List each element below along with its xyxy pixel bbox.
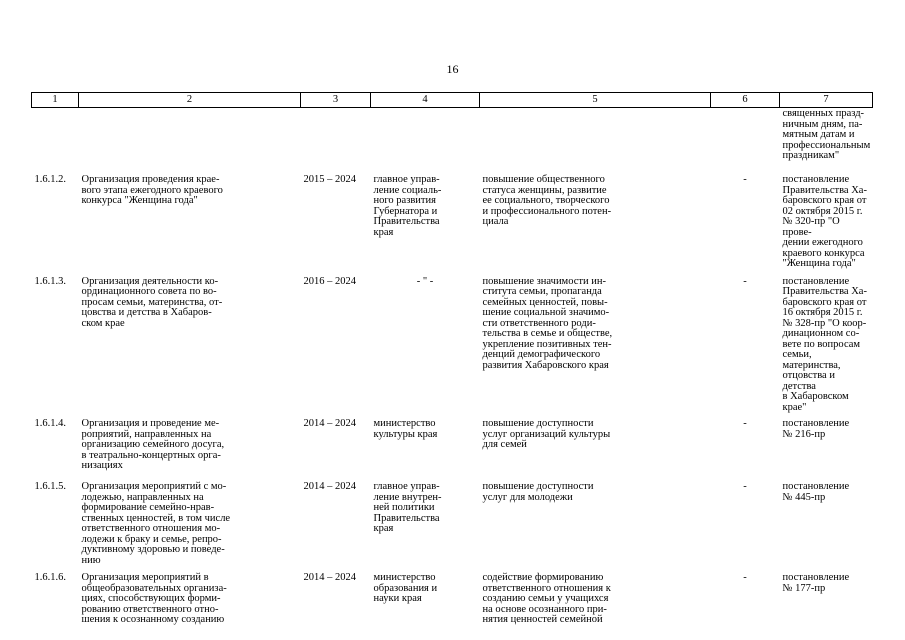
cell-col6: - bbox=[743, 418, 747, 429]
table-row-continuation bbox=[32, 108, 873, 170]
cell-period: 2014 – 2024 bbox=[303, 572, 356, 583]
cell-executor: - " - bbox=[416, 275, 434, 287]
cell-executor: министерство образования и науки края bbox=[373, 572, 438, 604]
cell-result: повышение доступности услуг организаций культуры для семей bbox=[482, 418, 611, 450]
cell-name: Организация мероприятий с мо- лодежью, направленных на формирование семейно-нрав- ственных ценностей, в том числе ответственного отношения мо- лодежи к браку и семье, репро- дуктивному здоровью и поведе- нию bbox=[81, 481, 231, 566]
cell-name: Организация мероприятий в общеобразовательных организа- циях, способствующих форми- рованию ответственного отно- шения к осознанному созданию bbox=[81, 572, 227, 625]
table-row bbox=[32, 270, 873, 414]
cell-empty bbox=[32, 108, 79, 170]
cell-act: постановление Правительства Ха- баровского края от 16 октября 2015 г. № 328-пр "О коор- динационном со- вете по вопросам семьи, материнства, отцовства и детства в Хабаровском крае" bbox=[782, 275, 867, 413]
cell-result: повышение общественного статуса женщины, развитие ее социального, творческого и профессионального потен- циала bbox=[482, 174, 612, 227]
cell-col6: - bbox=[743, 481, 747, 492]
program-table bbox=[31, 92, 873, 633]
cell-result: повышение значимости ин- ститута семьи, пропаганда семейных ценностей, повы- шение социальной значимо- сти ответственного роди- тельства в семье и обществе, укрепление позитивных тен- денций демографического развития Хабаровского края bbox=[482, 275, 613, 371]
table-row bbox=[32, 413, 873, 475]
cell-name: Организация деятельности ко- ординационного совета по во- просам семьи, материнства, от- цовства и детства в Хабаров- ском крае bbox=[81, 275, 223, 329]
cell-result: повышение доступности услуг для молодежи bbox=[482, 481, 594, 503]
cell-num: 1.6.1.5. bbox=[34, 481, 66, 492]
header-col-5: 5 bbox=[480, 93, 711, 108]
cell-act: постановление № 445-пр bbox=[782, 481, 850, 503]
cell-empty bbox=[371, 108, 480, 170]
page-number: 16 bbox=[446, 62, 459, 76]
header-col-2: 2 bbox=[79, 93, 301, 108]
cell-act: постановление Правительства Ха- баровского края от 02 октября 2015 г. № 320-пр "О прове- дении ежегодного краевого конкурса "Женщина года" bbox=[782, 174, 867, 269]
cell-col6: - bbox=[743, 572, 747, 583]
cell-num: 1.6.1.2. bbox=[34, 174, 66, 185]
cell-empty bbox=[480, 108, 711, 170]
cell-empty bbox=[301, 108, 371, 170]
cell-period: 2014 – 2024 bbox=[303, 418, 356, 429]
cell-col6: - bbox=[743, 275, 747, 287]
cell-result: содействие формированию ответственного отношения к созданию семьи у учащихся на основе осознанного при- нятия ценностей семейной bbox=[482, 572, 611, 625]
header-col-1: 1 bbox=[32, 93, 79, 108]
cell-empty bbox=[711, 108, 780, 170]
header-col-6: 6 bbox=[711, 93, 780, 108]
table-header-row bbox=[32, 93, 873, 108]
cell-act: постановление № 216-пр bbox=[782, 418, 850, 440]
cell-num: 1.6.1.6. bbox=[34, 572, 66, 583]
cell-empty bbox=[79, 108, 301, 170]
header-col-7: 7 bbox=[780, 93, 873, 108]
cell-executor: министерство культуры края bbox=[373, 418, 438, 440]
cell-period: 2015 – 2024 bbox=[303, 174, 356, 185]
cell-num: 1.6.1.3. bbox=[34, 275, 66, 287]
cell-executor: главное управ- ление внутрен- ней политики Правительства края bbox=[373, 481, 442, 534]
table-row bbox=[32, 169, 873, 270]
cell-period: 2014 – 2024 bbox=[303, 481, 356, 492]
cell-col6: - bbox=[743, 174, 747, 185]
cell-act-continuation: священных празд- ничным дням, па- мятным датам и профессиональным праздникам" bbox=[782, 108, 871, 161]
cell-executor: главное управ- ление социаль- ного развития Губернатора и Правительства края bbox=[373, 174, 442, 238]
header-col-3: 3 bbox=[301, 93, 371, 108]
cell-act: постановление № 177-пр bbox=[782, 572, 850, 594]
table-row bbox=[32, 475, 873, 566]
cell-num: 1.6.1.4. bbox=[34, 418, 66, 429]
cell-name: Организация и проведение ме- роприятий, направленных на организацию семейного досуга, в театрально-концертных орга- низациях bbox=[81, 418, 225, 471]
cell-period: 2016 – 2024 bbox=[303, 275, 356, 287]
header-col-4: 4 bbox=[371, 93, 480, 108]
cell-name: Организация проведения крае- вого этапа ежегодного краевого конкурса "Женщина года" bbox=[81, 174, 223, 206]
table-row bbox=[32, 566, 873, 633]
